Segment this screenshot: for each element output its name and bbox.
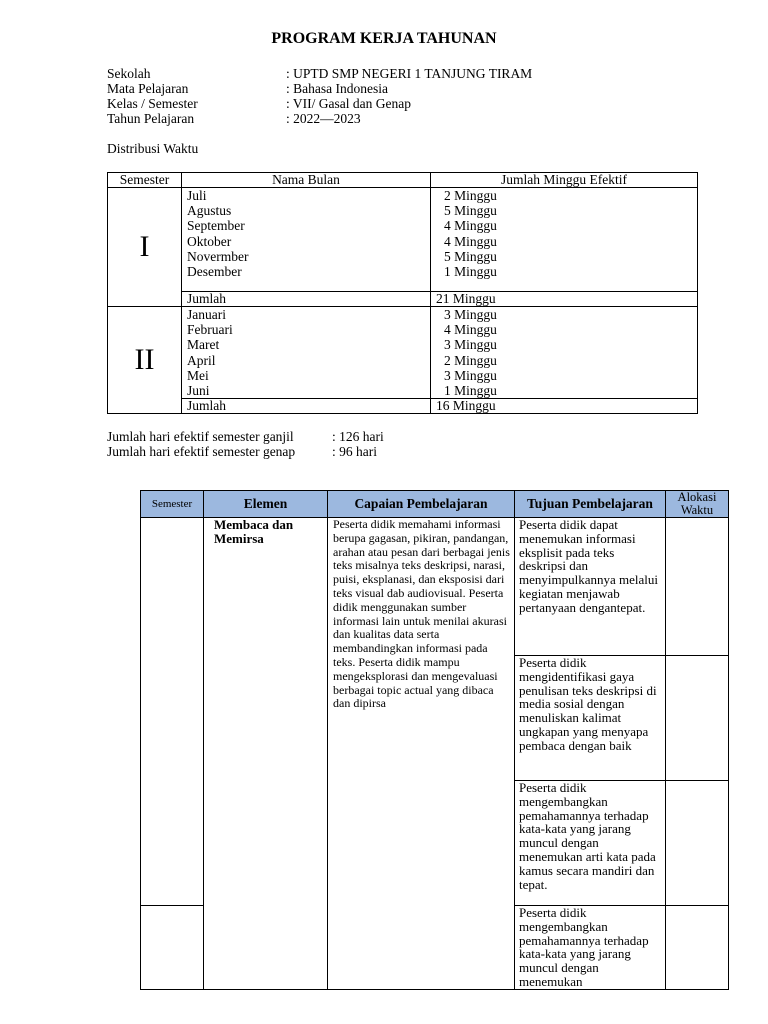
header-semester: Semester [141, 491, 204, 518]
alokasi-cell [666, 656, 729, 781]
table-row [141, 518, 729, 656]
eff-genap-label: Jumlah hari efektif semester genap [107, 444, 296, 459]
info-value-kelas: : VII/ Gasal dan Genap [286, 96, 411, 111]
week-count: 5 Minggu [444, 248, 497, 264]
month-name: Oktober [187, 233, 232, 249]
month-name: Maret [187, 337, 220, 353]
week-count: 2 Minggu [444, 188, 497, 203]
alokasi-cell [666, 906, 729, 990]
header-nama-bulan: Nama Bulan [182, 173, 431, 188]
week-count: 4 Minggu [444, 218, 497, 234]
week-count: 4 Minggu [444, 322, 497, 338]
tujuan-cell: Peserta didik mengembangkan pemahamannya terhadap kata-kata yang jarang muncul dengan menemukan [515, 906, 666, 990]
semester-2-row [108, 307, 698, 399]
month-name: Agustus [187, 203, 232, 219]
week-count: 5 Minggu [444, 203, 497, 219]
semester-1-months [182, 188, 431, 292]
header-semester: Semester [108, 173, 182, 188]
eff-genap-value: : 96 hari [332, 444, 377, 459]
month-name: April [187, 352, 216, 368]
week-count: 1 Minggu [444, 383, 497, 399]
semester-2-roman: II [108, 307, 182, 414]
info-value-tahun: : 2022—2023 [286, 111, 361, 126]
semester-1-weeks [431, 188, 698, 292]
month-name: Novermber [187, 248, 249, 264]
month-name: September [187, 218, 245, 234]
info-label-tahun: Tahun Pelajaran [107, 111, 195, 126]
eff-ganjil-label: Jumlah hari efektif semester ganjil [107, 429, 294, 444]
semester-1-row [108, 188, 698, 292]
week-count: 2 Minggu [444, 352, 497, 368]
semester-cell [141, 906, 204, 990]
week-count: 3 Minggu [444, 307, 497, 322]
info-label-kelas: Kelas / Semester [107, 96, 198, 111]
header-tujuan: Tujuan Pembelajaran [515, 491, 666, 518]
week-count: 3 Minggu [444, 367, 497, 383]
header-alokasi: Alokasi Waktu [666, 491, 729, 518]
month-name: Januari [187, 307, 226, 322]
capaian-cell: Peserta didik memahami informasi berupa gagasan, pikiran, pandangan, arahan atau pesan dari berbagai jenis teks misalnya teks deskripsi, narasi, puisi, eksplanasi, dan eksposisi dari teks visual dab audiovisual. Peserta didik menggunakan sumber informasi lain untuk menilai akurasi dan kualitas data serta membandingkan informasi pada teks. Peserta didik mampu mengeksplorasi dan mengevaluasi berbagai topic actual yang dibaca dan dipirsa [328, 518, 515, 990]
tujuan-cell: Peserta didik mengembangkan pemahamannya terhadap kata-kata yang jarang muncul dengan menemukan arti kata pada kamus secara mandiri dan tepat. [515, 781, 666, 906]
week-count: 4 Minggu [444, 233, 497, 249]
tujuan-cell: Peserta didik dapat menemukan informasi eksplisit pada teks deskripsi dan menyimpulkannya melalui kegiatan menjawab pertanyaan dengantepat. [515, 518, 666, 656]
info-label-sekolah: Sekolah [107, 66, 151, 81]
page-title: PROGRAM KERJA TAHUNAN [271, 30, 497, 47]
semester-1-total-label: Jumlah [182, 292, 431, 307]
semester-1-roman: I [108, 188, 182, 307]
semester-2-total-label: Jumlah [182, 399, 431, 414]
semester-2-weeks [431, 307, 698, 399]
header-capaian: Capaian Pembelajaran [328, 491, 515, 518]
distribusi-heading: Distribusi Waktu [107, 141, 199, 156]
month-name: Juli [187, 188, 207, 203]
week-count: 1 Minggu [444, 264, 497, 280]
semester-2-months [182, 307, 431, 399]
elemen-cell: Membaca dan Memirsa [204, 518, 328, 990]
info-value-sekolah: : UPTD SMP NEGERI 1 TANJUNG TIRAM [286, 66, 533, 81]
alokasi-cell [666, 518, 729, 656]
tujuan-cell: Peserta didik mengidentifikasi gaya penulisan teks deskripsi di media sosial dengan menuliskan kalimat ungkapan yang menyapa pembaca dengan baik [515, 656, 666, 781]
semester-2-total-row [108, 399, 698, 414]
info-value-mapel: : Bahasa Indonesia [286, 81, 388, 96]
month-name: Februari [187, 322, 233, 338]
month-name: Mei [187, 367, 209, 383]
header-jumlah-minggu: Jumlah Minggu Efektif [431, 173, 698, 188]
capaian-table [140, 490, 729, 990]
eff-ganjil-value: : 126 hari [332, 429, 384, 444]
alokasi-cell [666, 781, 729, 906]
table-header-row [141, 491, 729, 518]
table-header-row [108, 173, 698, 188]
header-elemen: Elemen [204, 491, 328, 518]
semester-1-total-value: 21 Minggu [431, 292, 698, 307]
week-count: 3 Minggu [444, 337, 497, 353]
semester-cell [141, 518, 204, 906]
distribusi-waktu-table [107, 172, 698, 414]
month-name: Desember [187, 264, 242, 280]
info-label-mapel: Mata Pelajaran [107, 81, 189, 96]
month-name: Juni [187, 383, 210, 399]
semester-2-total-value: 16 Minggu [431, 399, 698, 414]
semester-1-total-row [108, 292, 698, 307]
